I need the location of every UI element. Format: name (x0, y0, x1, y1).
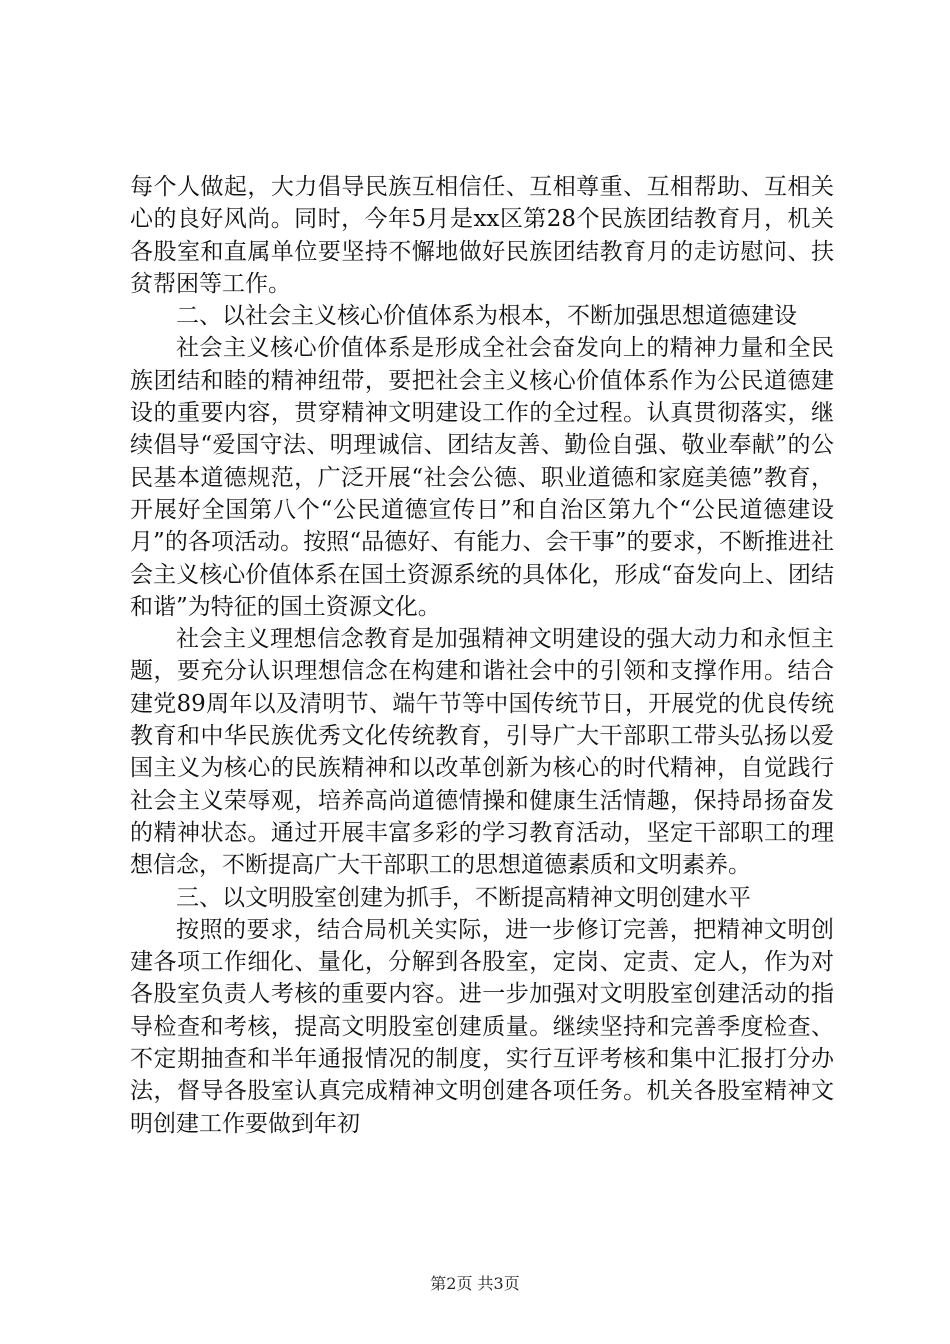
section-heading-3: 三、以文明股室创建为抓手，不断提高精神文明创建水平 (176, 884, 751, 911)
paragraph-ideals-education: 社会主义理想信念教育是加强精神文明建设的强大动力和永恒主题，要充分认识理想信念在构建和谐社会中的引领和支撑作用。结合建党89周年以及清明节、端午节等中国传统节日，开展党的优良传统教育和中华民族优秀文化传统教育，引导广大干部职工带头弘扬以爱国主义为核心的民族精神和以改革创新为核心的时代精神，自觉践行社会主义荣辱观，培养高尚道德情操和健康生活情趣，保持昂扬奋发的精神状态。通过开展丰富多彩的学习教育活动，坚定干部职工的理想信念，不断提高广大干部职工的思想道德素质和文明素养。 (130, 626, 834, 879)
page-footer (0, 1274, 950, 1294)
page-number-label: 第2页 共3页 (430, 1274, 520, 1293)
paragraph-continuation: 每个人做起，大力倡导民族互相信任、互相尊重、互相帮助、互相关心的良好风尚。同时，今年5月是xx区第28个民族团结教育月，机关各股室和直属单位要坚持不懈地做好民族团结教育月的走访慰问、扶贫帮困等工作。 (130, 174, 834, 297)
paragraph-core-values: 社会主义核心价值体系是形成全社会奋发向上的精神力量和全民族团结和睦的精神纽带，要把社会主义核心价值体系作为公民道德建设的重要内容，贯穿精神文明建设工作的全过程。认真贯彻落实，继续倡导“爱国守法、明理诚信、团结友善、勤俭自强、敬业奉献”的公民基本道德规范，广泛开展“社会公德、职业道德和家庭美德”教育，开展好全国第八个“公民道德宣传日”和自治区第九个“公民道德建设月”的各项活动。按照“品德好、有能力、会干事”的要求，不断推进社会主义核心价值体系在国土资源系统的具体化，形成“奋发向上、团结和谐”为特征的国土资源文化。 (130, 335, 834, 620)
document-body (130, 171, 834, 1140)
section-heading-2: 二、以社会主义核心价值体系为根本，不断加强思想道德建设 (176, 303, 797, 330)
paragraph-civilized-office: 按照的要求，结合局机关实际，进一步修订完善，把精神文明创建各项工作细化、量化，分解到各股室，定岗、定责、定人，作为对各股室负责人考核的重要内容。进一步加强对文明股室创建活动的指导检查和考核，提高文明股室创建质量。继续坚持和完善季度检查、不定期抽查和半年通报情况的制度，实行互评考核和集中汇报打分办法，督导各股室认真完成精神文明创建各项任务。机关各股室精神文明创建工作要做到年初 (130, 916, 834, 1137)
